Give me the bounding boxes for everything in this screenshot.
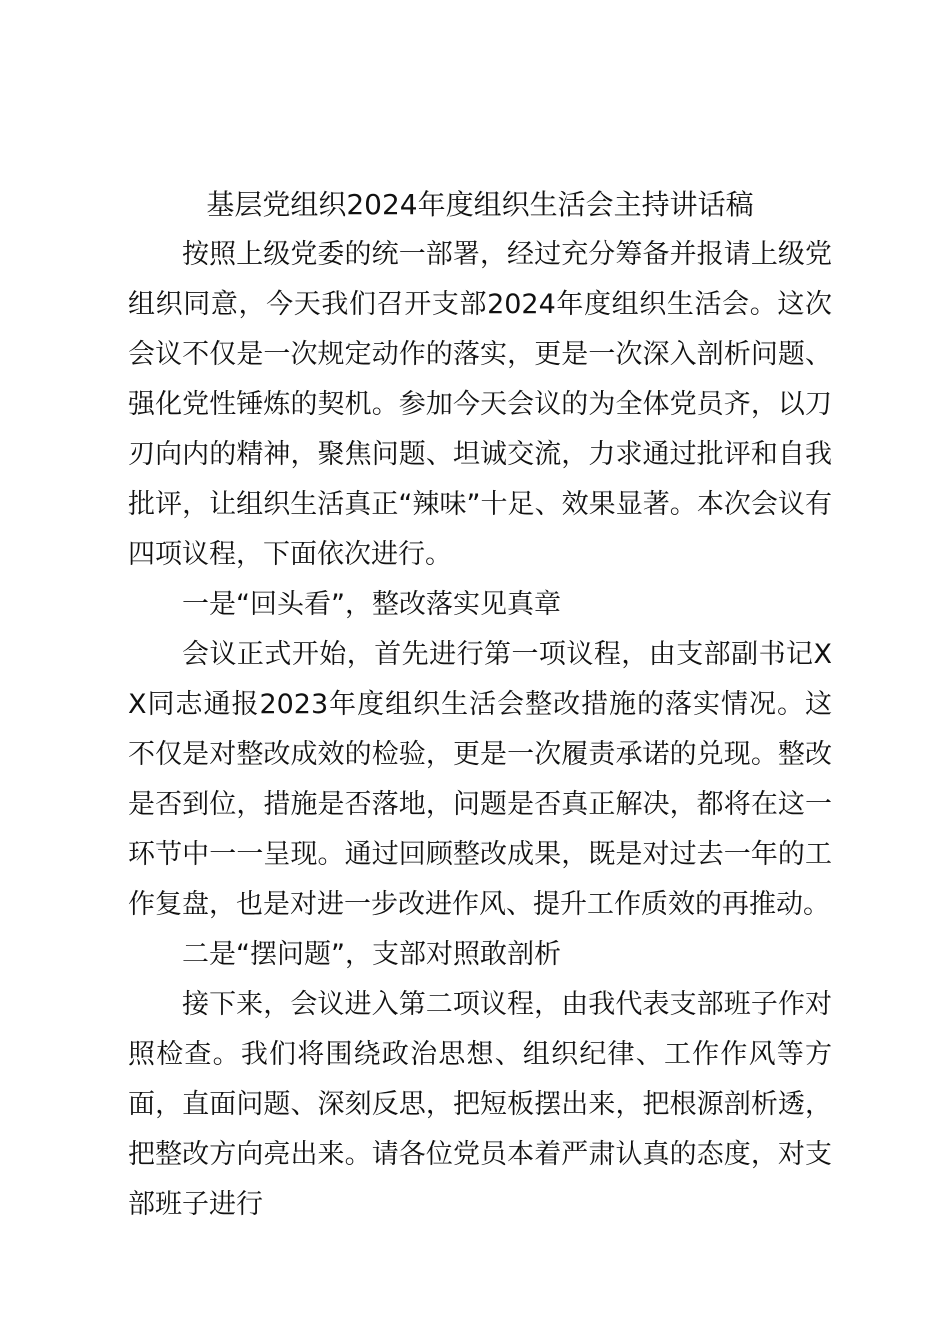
document-title: 基层党组织2024年度组织生活会主持讲话稿 — [206, 188, 754, 221]
paragraph-section-1: 会议正式开始，首先进行第一项议程，由支部副书记XX同志通报2023年度组织生活会整改措施的落实情况。这不仅是对整改成效的检验，更是一次履责承诺的兑现。整改是否到位，措施是否落地，问题是否真正解决，都将在这一环节中一一呈现。通过回顾整改成果，既是对过去一年的工作复盘，也是对进一步改进作风、提升工作质效的再推动。 — [128, 639, 832, 920]
document-page — [128, 180, 832, 1230]
paragraph-intro: 按照上级党委的统一部署，经过充分筹备并报请上级党组织同意，今天我们召开支部2024年度组织生活会。这次会议不仅是一次规定动作的落实，更是一次深入剖析问题、强化党性锤炼的契机。参加今天会议的为全体党员齐，以刀刃向内的精神，聚焦问题、坦诚交流，力求通过批评和自我批评，让组织生活真正“辣味”十足、效果显著。本次会议有四项议程，下面依次进行。 — [128, 239, 832, 570]
paragraph-section-2: 接下来，会议进入第二项议程，由我代表支部班子作对照检查。我们将围绕政治思想、组织纪律、工作作风等方面，直面问题、深刻反思，把短板摆出来，把根源剖析透，把整改方向亮出来。请各位党员本着严肃认真的态度，对支部班子进行 — [128, 989, 832, 1220]
section-heading-1: 一是“回头看”，整改落实见真章 — [182, 589, 561, 620]
section-heading-2: 二是“摆问题”，支部对照敢剖析 — [182, 939, 561, 970]
